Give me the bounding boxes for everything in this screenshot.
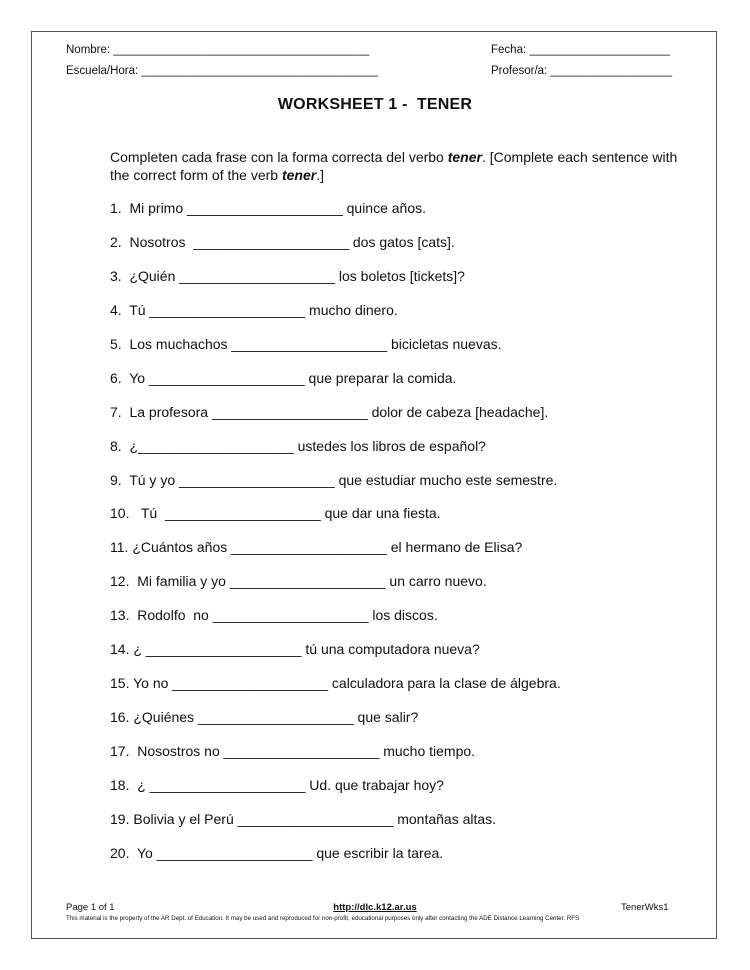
worksheet-title: WORKSHEET 1 - TENER — [277, 96, 473, 113]
copyright-notice — [66, 915, 579, 922]
fecha-field: Fecha: ______________________ — [491, 44, 671, 56]
exercise-item: 5. Los muchachos ____________________ bicicletas nuevas. — [110, 335, 502, 352]
verb-tener-2: tener — [281, 167, 317, 183]
footer-url-link[interactable]: http://dlc.k12.ar.us — [333, 902, 417, 913]
exercise-item: 9. Tú y yo ____________________ que estudiar mucho este semestre. — [110, 471, 558, 488]
exercise-item: 4. Tú ____________________ mucho dinero. — [110, 301, 398, 318]
exercise-item: 8. ¿____________________ ustedes los libros de español? — [110, 437, 486, 454]
exercise-item: 10. Tú ____________________ que dar una fiesta. — [110, 505, 441, 522]
nombre-field: Nombre: ________________________________________ — [66, 44, 370, 56]
exercise-item: 6. Yo ____________________ que preparar la comida. — [110, 369, 457, 386]
exercise-item: 20. Yo ____________________ que escribir la tarea. — [110, 844, 444, 861]
instructions-text-3: .] — [316, 167, 324, 183]
exercise-list — [110, 198, 710, 877]
exercise-item: 12. Mi familia y yo ____________________ un carro nuevo. — [110, 573, 487, 590]
exercise-item: 18. ¿ ____________________ Ud. que trabajar hoy? — [110, 776, 444, 793]
exercise-item: 2. Nosotros ____________________ dos gatos [cats]. — [110, 233, 455, 250]
instructions-text-2: . [Complete each sentence with the correct form of the verb — [110, 149, 678, 183]
exercise-item: 7. La profesora ____________________ dolor de cabeza [headache]. — [110, 403, 549, 420]
escuela-hora-field: Escuela/Hora: _____________________________________ — [66, 65, 379, 77]
exercise-item: 14. ¿ ____________________ tú una computadora nueva? — [110, 641, 480, 658]
author-initials: RFS — [566, 915, 580, 922]
notice-text: This material is the property of the AR Dept. of Education. It may be used and reproduced for non-profit, educational purposes only after contacting the ADE Distance Learning Center. — [66, 915, 566, 922]
exercise-item: 16. ¿Quiénes ____________________ que salir? — [110, 709, 419, 726]
exercise-item: 15. Yo no ____________________ calculadora para la clase de álgebra. — [110, 675, 561, 692]
document-code: TenerWks1 — [621, 902, 669, 913]
profesor-field: Profesor/a: ___________________ — [491, 65, 672, 77]
exercise-item: 19. Bolivia y el Perú ____________________ montañas altas. — [110, 810, 497, 827]
exercise-item: 3. ¿Quién ____________________ los boletos [tickets]? — [110, 267, 465, 284]
instructions — [110, 148, 690, 184]
exercise-item: 11. ¿Cuántos años ____________________ el hermano de Elisa? — [110, 539, 523, 556]
exercise-item: 13. Rodolfo no ____________________ los discos. — [110, 607, 438, 624]
page-number: Page 1 of 1 — [66, 902, 115, 913]
exercise-item: 17. Nosostros no ____________________ mucho tiempo. — [110, 743, 476, 759]
verb-tener-1: tener — [447, 149, 482, 165]
instructions-text-1: Completen cada frase con la forma correcta del verbo — [110, 149, 448, 165]
exercise-item: 1. Mi primo ____________________ quince años. — [110, 200, 427, 216]
